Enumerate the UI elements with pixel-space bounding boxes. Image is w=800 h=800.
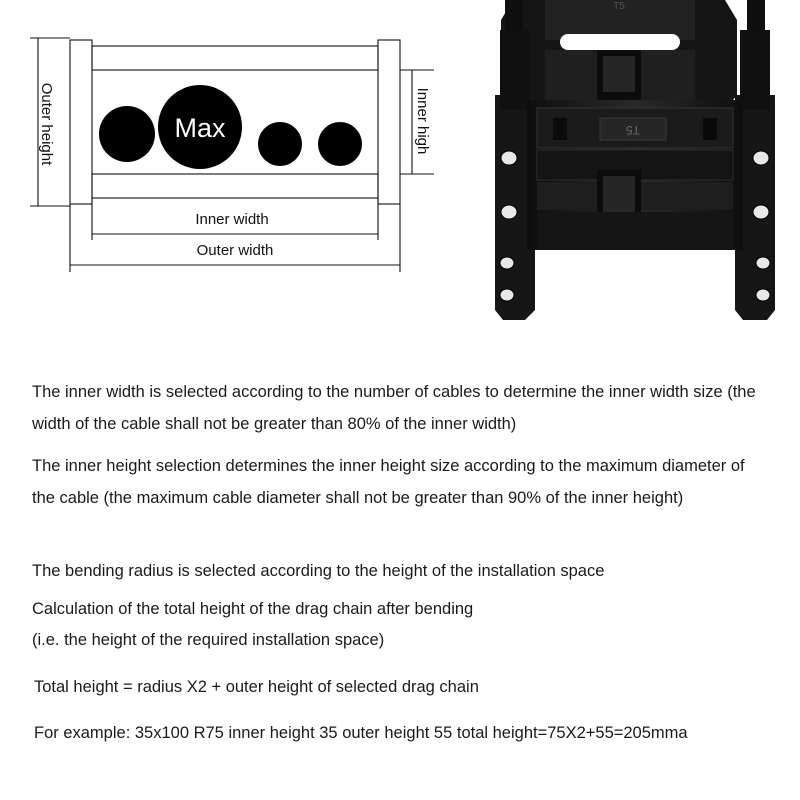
upper-stamp: T5 (613, 1, 625, 12)
max-label: Max (174, 113, 226, 143)
cable-small-3 (318, 122, 362, 166)
cable-small-1 (99, 106, 155, 162)
inner-width-label: Inner width (195, 211, 269, 228)
paragraph-installation-space: (i.e. the height of the required installation space) (32, 631, 385, 649)
paragraph-inner-width: The inner width is selected according to the number of cables to determine the inner width size (the width of the cable shall not be greater than 80% of the inner width) (32, 383, 756, 433)
top-crossbar (92, 46, 378, 70)
cable-small-2 (258, 122, 302, 166)
drag-chain-photo (485, 0, 785, 320)
paragraph-bending-radius: The bending radius is selected according to the height of the installation space (32, 562, 605, 580)
photo-stamp: T5 (625, 123, 641, 137)
left-side-plate (70, 40, 92, 204)
paragraph-total-height-calc: Calculation of the total height of the drag chain after bending (32, 600, 474, 618)
paragraph-example: For example: 35x100 R75 inner height 35 outer height 55 total height=75X2+55=205mma (34, 724, 688, 742)
right-side-plate (378, 40, 400, 204)
outer-width-label: Outer width (196, 242, 274, 259)
bottom-crossbar (92, 174, 378, 198)
paragraph-total-height-formula: Total height = radius X2 + outer height of selected drag chain (34, 678, 479, 696)
paragraph-inner-height: The inner height selection determines the inner height size according to the maximum diameter of the cable (the maximum cable diameter shall not be greater than 90% of the inner height) (32, 457, 745, 507)
outer-height-label: Outer height (38, 82, 55, 166)
drag-chain-dimension-diagram (0, 0, 470, 300)
inner-high-label: Inner high (414, 87, 431, 155)
